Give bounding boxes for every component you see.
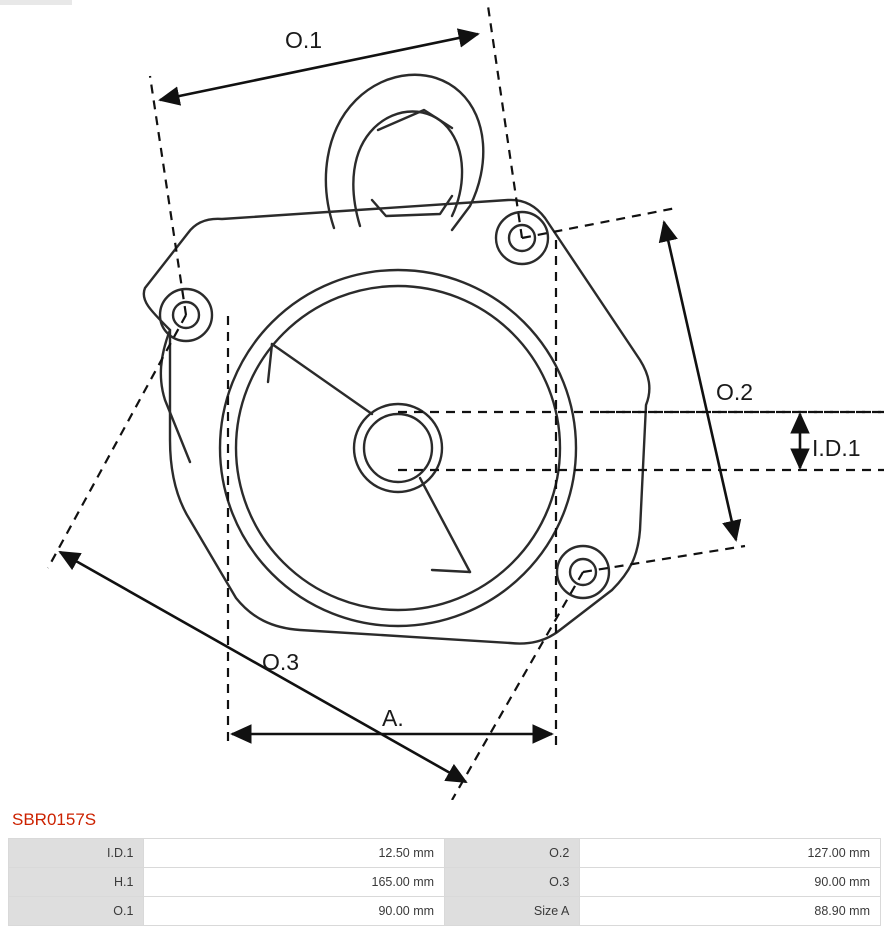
dimension-label-o3: O.3: [262, 649, 300, 675]
spec-value: 90.00 mm: [580, 868, 881, 897]
dimension-label-o2: O.2: [716, 379, 754, 405]
dimension-label-id1: I.D.1: [812, 435, 861, 461]
spec-value: 88.90 mm: [580, 897, 881, 926]
table-row: [9, 839, 881, 868]
dimension-label-a: A.: [382, 705, 404, 731]
spec-key: Size A: [445, 897, 580, 926]
spec-value: 12.50 mm: [144, 839, 445, 868]
dimension-construction-lines: [48, 6, 884, 800]
spec-key: I.D.1: [9, 839, 144, 868]
housing-outline: [144, 75, 650, 644]
part-code: SBR0157S: [12, 810, 97, 829]
spec-value: 165.00 mm: [144, 868, 445, 897]
specifications-table: [8, 838, 881, 926]
spec-value: 90.00 mm: [144, 897, 445, 926]
spec-key: O.1: [9, 897, 144, 926]
spec-key: H.1: [9, 868, 144, 897]
dimension-label-o1: O.1: [285, 27, 323, 53]
table-row: [9, 897, 881, 926]
table-row: [9, 868, 881, 897]
spec-key: O.3: [445, 868, 580, 897]
spec-value: 127.00 mm: [580, 839, 881, 868]
spec-key: O.2: [445, 839, 580, 868]
